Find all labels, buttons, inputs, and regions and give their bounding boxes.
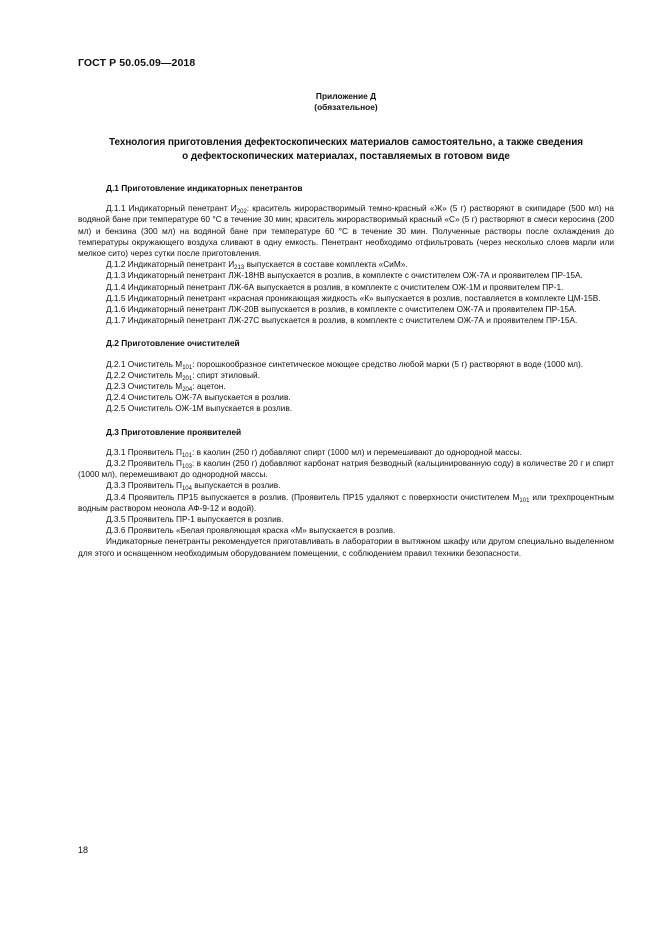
main-title [78, 136, 614, 164]
paragraph: Д.2.3 Очиститель $М_{204}$: ацетон. [106, 381, 226, 394]
paragraph: Д.2.2 Очиститель $М_{201}$: спирт этиловый. [106, 369, 260, 382]
main-title-line-1: Технология приготовления дефектоскопических материалов самостоятельно, а также сведения [108, 137, 584, 148]
paragraph: Д.1.4 Индикаторный пенетрант ЛЖ-6А выпускается в розлив, в комплекте с очистителем ОЖ-1М и проявителем ПР-1. [106, 281, 564, 292]
appendix-title: Приложение Д [315, 91, 377, 101]
paragraph: Д.1.1 Индикаторный пенетрант $И_{202}$: краситель жирорастворимый темно-красный «Ж» (5 г) растворяют в скипидаре (500 мл) на водяной бане при температуре 60 °С в течение 30 мин; краситель жирорастворимый красный «С» (5 г) растворяют в смеси керосина (200 мл) и бензина (300 мл) на водяной бане при температуре 60 °С в течение 30 мин. Полученные растворы после охлаждения до температуры окружающего воздуха сливают в одну емкость. Пенетрант необходимо отфильтровать (через несколько слоев марли или мелкое сито) через сутки после приготовления. [78, 203, 614, 259]
paragraph: Д.3.5 Проявитель ПР-1 выпускается в розлив. [106, 514, 284, 525]
paragraph: Д.1.7 Индикаторный пенетрант ЛЖ-27С выпускается в розлив, в комплекте с очистителем ОЖ-7А и проявителем ПР-15А. [106, 315, 578, 326]
paragraph: Д.3.4 Проявитель ПР15 выпускается в розлив. (Проявитель ПР15 удаляют с поверхности очистителем $М_{101}$ или трехпроцентным водным раствором неонола АФ-9-12 и водой). [78, 491, 615, 513]
paragraph: Д.3.6 Проявитель «Белая проявляющая краска «М» выпускается в розлив. [106, 525, 396, 536]
paragraph: Д.3.3 Проявитель $П_{104}$ выпускается в розлив. [106, 480, 281, 493]
document-body [78, 183, 614, 559]
paragraph: Д.1.6 Индикаторный пенетрант ЛЖ-20В выпускается в розлив, в комплекте с очистителем ОЖ-7А и проявителем ПР-15А. [106, 304, 577, 315]
section-heading: Д.2 Приготовление очистителей [106, 338, 240, 349]
paragraph: Д.1.3 Индикаторный пенетрант ЛЖ-18НВ выпускается в розлив, в комплекте с очистителем ОЖ-7А и проявителем ПР-15А. [106, 270, 583, 281]
paragraph: Д.2.5 Очиститель ОЖ-1М выпускается в розлив. [106, 403, 293, 414]
paragraph: Д.1.5 Индикаторный пенетрант «красная проникающая жидкость «К» выпускается в розлив, поставляется в комплекте ЦМ-15В. [106, 292, 601, 303]
section-heading: Д.3 Приготовление проявителей [106, 426, 242, 437]
document-header: ГОСТ Р 50.05.09—2018 [78, 57, 196, 69]
page-number: 18 [78, 845, 89, 855]
appendix-status: (обязательное) [314, 102, 378, 112]
appendix-heading [78, 91, 614, 113]
paragraph: Д.3.2 Проявитель $П_{103}$: в каолин (250 г) добавляют карбонат натрия безводный (кальцинированную соду) в количестве 20 г и спирт (1000 мл), перемешивают до однородной массы. [78, 458, 615, 480]
paragraph: Индикаторные пенетранты рекомендуется приготавливать в лаборатории в вытяжном шкафу или другом специально выделенном для этого и оснащенном необходимым оборудованием помещении, с соблюдением правил техники безопасности. [78, 536, 614, 558]
paragraph: Д.1.2 Индикаторный пенетрант $И_{213}$ выпускается в составе комплекта «СиМ». [106, 259, 408, 272]
paragraph: Д.2.4 Очиститель ОЖ-7А выпускается в розлив. [106, 392, 291, 403]
paragraph: Д.2.1 Очиститель $М_{101}$: порошкообразное синтетическое моющее средство любой марки (5 г) растворяют в воде (1000 мл). [106, 358, 584, 371]
paragraph: Д.3.1 Проявитель $П_{101}$: в каолин (250 г) добавляют спирт (1000 мл) и перемешивают до однородной массы. [106, 446, 522, 459]
main-title-line-2: о дефектоскопических материалах, поставляемых в готовом виде [182, 151, 510, 162]
section-heading: Д.1 Приготовление индикаторных пенетрантов [106, 183, 303, 193]
